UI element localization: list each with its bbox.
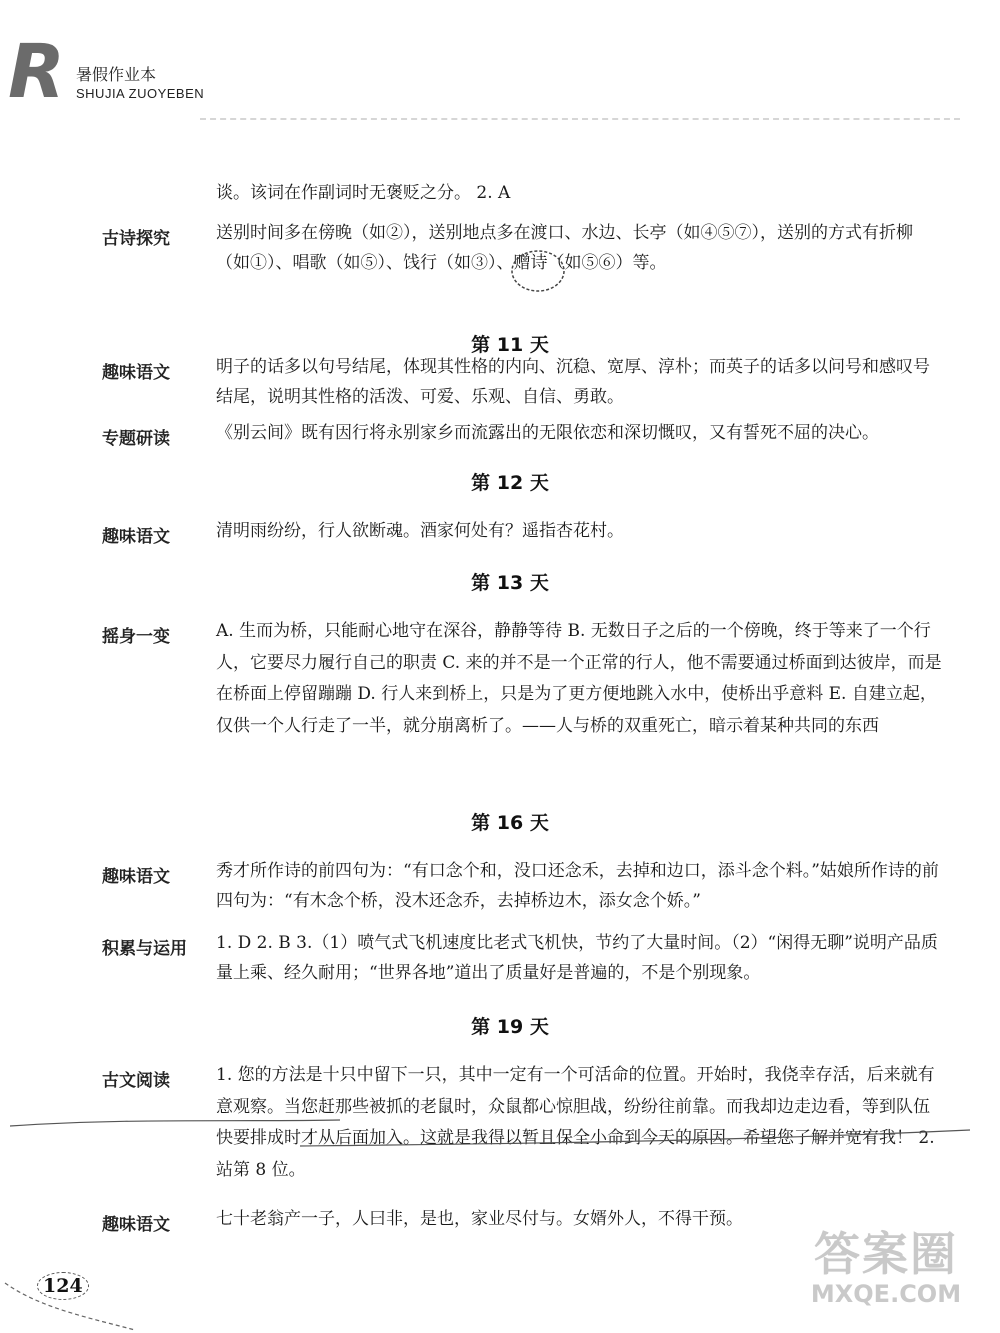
answer-text-jilei-yu-yunyong: 1. D 2. B 3.（1）喷气式飞机速度比老式飞机快，节约了大量时间。（2）“闲得无聊”说明产品质量上乘、经久耐用；“世界各地”道出了质量好是普遍的，不是个别现象。 (216, 933, 938, 983)
series-title: 暑假作业本 (76, 65, 157, 84)
series-logo: R (8, 29, 65, 115)
page-number: 124 (37, 1272, 89, 1300)
section-label-quwei-yuwen: 趣味语文 (102, 1215, 170, 1235)
pencil-underline-mark (10, 1108, 1000, 1168)
watermark-url: MXQE.COM (810, 1280, 962, 1308)
decorative-corner-curve (0, 1278, 140, 1333)
series-subtitle: SHUJIA ZUOYEBEN (76, 86, 205, 101)
answer-text-quwei-yuwen: 七十老翁产一子，人曰非，是也，家业尽付与。女婿外人，不得干预。 (216, 1209, 743, 1229)
answer-text-continuation: 谈。该词在作副词时无褒贬之分。 2. A (216, 183, 511, 203)
answer-text-quwei-yuwen: 清明雨纷纷，行人欲断魂。酒家何处有？遥指杏花村。 (216, 521, 624, 541)
section-label-yaoshen-yibian: 摇身一变 (102, 627, 170, 647)
answer-text-yaoshen-yibian: A. 生而为桥，只能耐心地守在深谷，静静等待 B. 无数日子之后的一个傍晚，终于等来了一个行人，它要尽力履行自己的职责 C. 来的并不是一个正常的行人，他不需要通过桥面到达彼岸，而是在桥面上停留蹦蹦 D. 行人来到桥上，只是为了更方便地跳入水中，使桥出乎意料 E. 自建立起，仅供一个人行走了一半，就分崩离析了。——人与桥的双重死亡，暗示着某种共同的东西 (216, 621, 942, 736)
day-heading-11: 第 11 天 (471, 334, 549, 356)
day-heading-19: 第 19 天 (471, 1016, 549, 1038)
answer-text-zhuanti-yandu: 《别云间》既有因行将永别家乡而流露出的无限依恋和深切慨叹，又有誓死不屈的决心。 (216, 423, 879, 443)
answer-text-guwen-yuedu: 1. 您的方法是十只中留下一只，其中一定有一个可活命的位置。开始时，我侥幸存活，后来就有意观察。当您赶那些被抓的老鼠时，众鼠都心惊胆战，纷纷往前靠。而我却边走边看，等到队伍快要排成时才从后面加入。这就是我得以暂且保全小命到今天的原因。希望您了解并宽宥我！ 2. 站第 8 位。 (216, 1065, 935, 1180)
answer-text-quwei-yuwen: 明子的话多以句号结尾，体现其性格的内向、沉稳、宽厚、淳朴；而英子的话多以问号和感叹号结尾，说明其性格的活泼、可爱、乐观、自信、勇敢。 (216, 357, 930, 407)
watermark-logo (786, 1228, 986, 1323)
section-label-zhuanti-yandu: 专题研读 (102, 429, 170, 449)
header-divider (200, 118, 960, 120)
day-heading-13: 第 13 天 (471, 572, 549, 594)
section-label-guwen-yuedu: 古文阅读 (102, 1071, 170, 1091)
section-label-quwei-yuwen: 趣味语文 (102, 363, 170, 383)
section-label-quwei-yuwen: 趣味语文 (102, 867, 170, 887)
day-heading-12: 第 12 天 (471, 472, 549, 494)
section-label-quwei-yuwen: 趣味语文 (102, 527, 170, 547)
section-label-gushi-tanjiu: 古诗探究 (102, 229, 170, 249)
section-label-jilei-yu-yunyong: 积累与运用 (102, 939, 187, 959)
ink-stamp-mark (508, 245, 568, 295)
answer-text-quwei-yuwen: 秀才所作诗的前四句为：“有口念个和，没口还念禾，去掉和边口，添斗念个料。”姑娘所作诗的前四句为：“有木念个桥，没木还念乔，去掉桥边木，添女念个娇。” (216, 861, 939, 911)
day-heading-16: 第 16 天 (471, 812, 549, 834)
watermark-text: 答案圈 (814, 1227, 958, 1281)
answer-text-gushi-tanjiu: 送别时间多在傍晚（如②），送别地点多在渡口、水边、长亭（如④⑤⑦），送别的方式有折柳（如①）、唱歌（如⑤）、饯行（如③）、赠诗（如⑤⑥）等。 (216, 223, 913, 273)
